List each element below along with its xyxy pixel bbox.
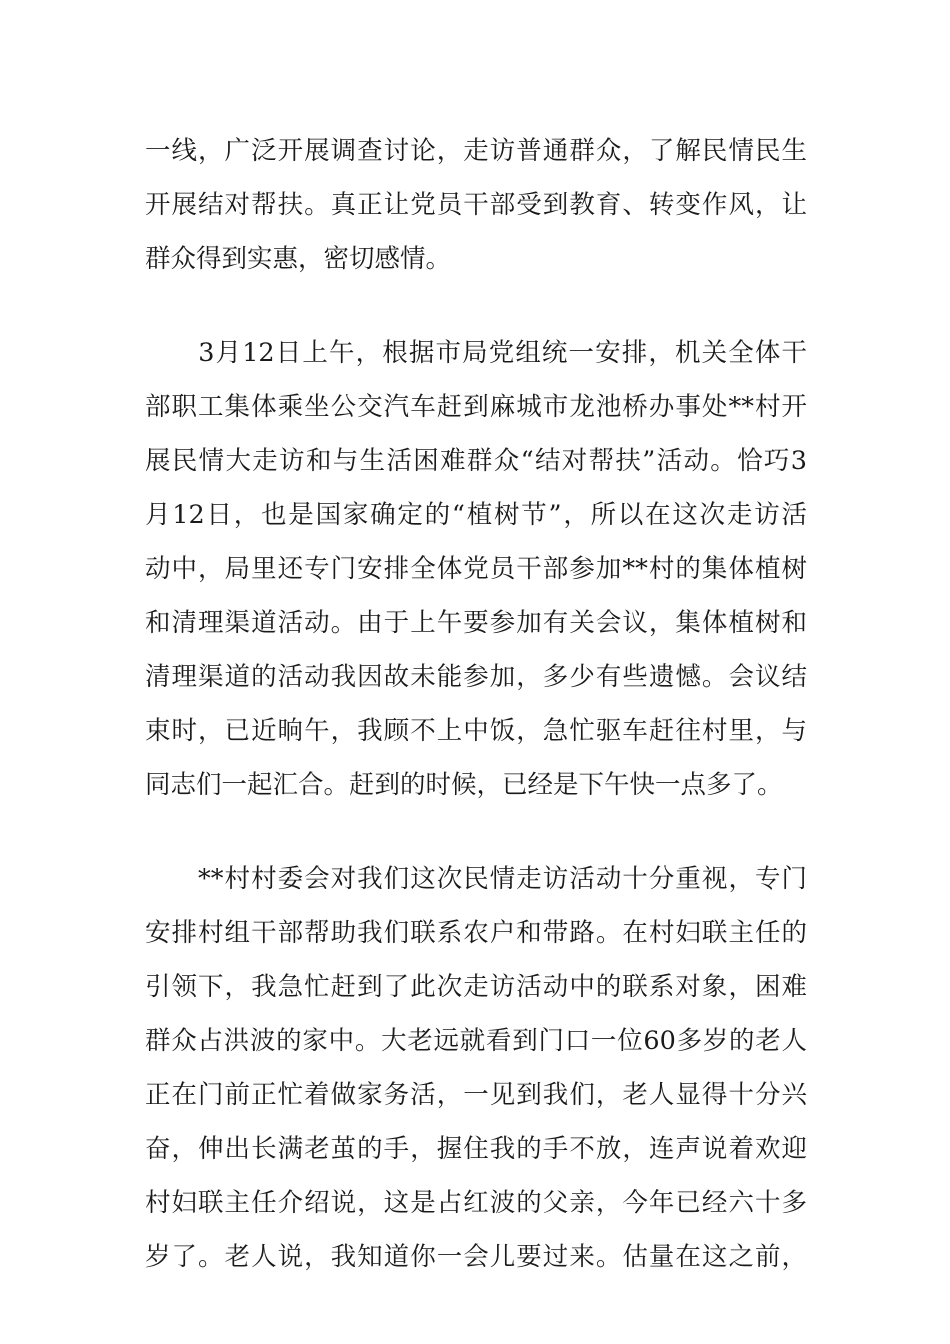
text-line: 束时，已近晌午，我顾不上中饭，急忙驱车赶往村里，与: [145, 716, 807, 746]
text-line: 安排村组干部帮助我们联系农户和带路。在村妇联主任的: [145, 918, 807, 948]
text-line: 3月12日上午，根据市局党组统一安排，机关全体干: [145, 338, 807, 368]
text-line: 群众得到实惠，密切感情。: [145, 244, 452, 274]
text-line: **村村委会对我们这次民情走访活动十分重视，专门: [145, 864, 807, 894]
text-line: 引领下，我急忙赶到了此次走访活动中的联系对象，困难: [145, 972, 807, 1002]
text-line: 动中，局里还专门安排全体党员干部参加**村的集体植树: [145, 554, 807, 584]
text-line: 和清理渠道活动。由于上午要参加有关会议，集体植树和: [145, 608, 807, 638]
text-line: 一线，广泛开展调查讨论，走访普通群众，了解民情民生: [145, 136, 807, 166]
text-line: 村妇联主任介绍说，这是占红波的父亲，今年已经六十多: [145, 1188, 807, 1218]
text-line: 同志们一起汇合。赶到的时候，已经是下午快一点多了。: [145, 770, 783, 800]
text-line: 开展结对帮扶。真正让党员干部受到教育、转变作风，让: [145, 190, 807, 220]
text-line: 展民情大走访和与生活困难群众“结对帮扶”活动。恰巧3: [145, 446, 807, 476]
text-line: 月12日，也是国家确定的“植树节”，所以在这次走访活: [145, 500, 807, 530]
text-line: 清理渠道的活动我因故未能参加，多少有些遗憾。会议结: [145, 662, 807, 692]
text-line: 群众占洪波的家中。大老远就看到门口一位60多岁的老人: [145, 1026, 807, 1056]
text-line: 奋，伸出长满老茧的手，握住我的手不放，连声说着欢迎: [145, 1134, 807, 1164]
text-line: 正在门前正忙着做家务活，一见到我们，老人显得十分兴: [145, 1080, 807, 1110]
text-line: 岁了。老人说，我知道你一会儿要过来。估量在这之前，: [145, 1242, 807, 1272]
text-line: 部职工集体乘坐公交汽车赶到麻城市龙池桥办事处**村开: [145, 392, 807, 422]
